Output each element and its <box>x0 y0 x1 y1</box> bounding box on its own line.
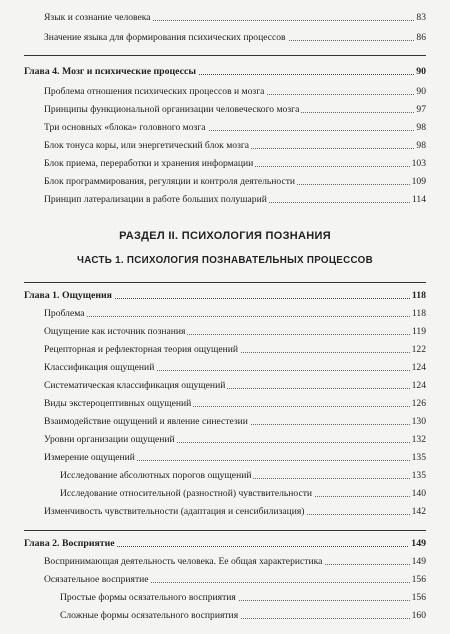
chapter-entry <box>0 536 450 552</box>
toc-entry-page: 156 <box>410 572 426 588</box>
toc-entry-title: Блок тонуса коры, или энергетический блок мозга <box>44 138 251 154</box>
toc-entry-title: Простые формы осязательного восприятия <box>60 590 238 606</box>
toc-entry-page: 118 <box>410 306 426 322</box>
toc-entry <box>0 324 450 340</box>
toc-entry-title: Изменчивость чувствительности (адаптация и сенсибилизация) <box>44 504 307 520</box>
toc-entry-page: 83 <box>414 10 426 26</box>
toc-entry-title: Исследование абсолютных порогов ощущений <box>60 468 253 484</box>
toc-entry <box>0 572 450 588</box>
toc-entry-title: Язык и сознание человека <box>44 10 153 26</box>
toc-entry <box>0 360 450 376</box>
toc-entry <box>0 432 450 448</box>
chapter-divider <box>24 282 426 283</box>
toc-entry <box>0 102 450 118</box>
toc-entry-title: Принципы функциональной организации человеческого мозга <box>44 102 301 118</box>
toc-entry-page: 98 <box>414 138 426 154</box>
toc-entry <box>0 30 450 46</box>
toc-entry-page: 98 <box>414 120 426 136</box>
toc-entry-page: 149 <box>410 554 426 570</box>
toc-entry <box>0 156 450 172</box>
toc-entry-title: Проблема отношения психических процессов и мозга <box>44 84 266 100</box>
toc-entry <box>0 414 450 430</box>
toc-entry-title: Измерение ощущений <box>44 450 137 466</box>
toc-entry-page: 126 <box>410 396 426 412</box>
toc-entry-title: Систематическая классификация ощущений <box>44 378 227 394</box>
toc-entry-title: Осязательное восприятие <box>44 572 151 588</box>
toc-entry <box>0 396 450 412</box>
toc-entry-page: 103 <box>410 156 426 172</box>
toc-entry-page: 90 <box>414 84 426 100</box>
toc-entry <box>0 10 450 26</box>
section-heading: РАЗДЕЛ II. ПСИХОЛОГИЯ ПОЗНАНИЯ <box>119 230 331 242</box>
toc-entry <box>0 120 450 136</box>
toc-entry-title: Взаимодействие ощущений и явление синестезии <box>44 414 250 430</box>
toc-entry-page: 140 <box>410 486 426 502</box>
toc-entry-title: Воспринимающая деятельность человека. Ее общая характеристика <box>44 554 324 570</box>
toc-entry-page: 109 <box>410 174 426 190</box>
toc-entry-title: Классификация ощущений <box>44 360 156 376</box>
toc-entry-title: Исследование относительной (разностной) чувствительности <box>60 486 314 502</box>
toc-entry-page: 124 <box>410 360 426 376</box>
toc-entry-page: 135 <box>410 450 426 466</box>
toc-entry-title: Уровни организации ощущений <box>44 432 177 448</box>
toc-entry-title: Блок программирования, регуляции и контроля деятельности <box>44 174 297 190</box>
part-heading: ЧАСТЬ 1. ПСИХОЛОГИЯ ПОЗНАВАТЕЛЬНЫХ ПРОЦЕССОВ <box>77 255 373 266</box>
toc-entry-page: 97 <box>414 102 426 118</box>
toc-entry <box>0 378 450 394</box>
toc-entry-page: 119 <box>410 324 426 340</box>
toc-entry-page: 156 <box>410 590 426 606</box>
toc-entry-title: Виды экстероцептивных ощущений <box>44 396 193 412</box>
toc-entry <box>0 174 450 190</box>
toc-entry <box>0 306 450 322</box>
toc-entry <box>0 504 450 520</box>
chapter-divider <box>24 530 426 531</box>
toc-subentry <box>0 590 450 606</box>
chapter-page: 149 <box>409 536 426 552</box>
toc-entry <box>0 138 450 154</box>
toc-entry <box>0 84 450 100</box>
toc-entry-title: Рецепторная и рефлекторная теория ощущений <box>44 342 240 358</box>
toc-entry-title: Три основных «блока» головного мозга <box>44 120 208 136</box>
toc-entry-page: 122 <box>410 342 426 358</box>
toc-entry-title: Блок приема, переработки и хранения информации <box>44 156 255 172</box>
chapter-entry <box>0 64 450 80</box>
chapter-title: Глава 2. Восприятие <box>24 536 117 552</box>
chapter-divider <box>24 55 426 56</box>
toc-entry-title: Значение языка для формирования психических процессов <box>44 30 288 46</box>
dot-leader <box>44 316 424 317</box>
toc-entry-page: 142 <box>410 504 426 520</box>
chapter-title: Глава 4. Мозг и психические процессы <box>24 64 198 80</box>
toc-entry <box>0 192 450 208</box>
toc-entry-title: Ощущение как источник познания <box>44 324 187 340</box>
chapter-page: 90 <box>414 64 426 80</box>
toc-subentry <box>0 486 450 502</box>
toc-entry-page: 114 <box>410 192 426 208</box>
toc-subentry <box>0 608 450 624</box>
toc-entry-title: Проблема <box>44 306 86 322</box>
toc-entry-title: Сложные формы осязательного восприятия <box>60 608 240 624</box>
toc-entry-page: 86 <box>414 30 426 46</box>
toc-entry-page: 124 <box>410 378 426 394</box>
toc-entry-title: Принцип латерализации в работе больших полушарий <box>44 192 269 208</box>
toc-entry <box>0 342 450 358</box>
chapter-page: 118 <box>410 288 426 304</box>
toc-subentry <box>0 468 450 484</box>
toc-entry-page: 135 <box>410 468 426 484</box>
chapter-title: Глава 1. Ощущения <box>24 288 114 304</box>
toc-entry-page: 130 <box>410 414 426 430</box>
toc-entry <box>0 554 450 570</box>
toc-entry <box>0 450 450 466</box>
toc-entry-page: 132 <box>410 432 426 448</box>
toc-entry-page: 160 <box>410 608 426 624</box>
chapter-entry <box>0 288 450 304</box>
